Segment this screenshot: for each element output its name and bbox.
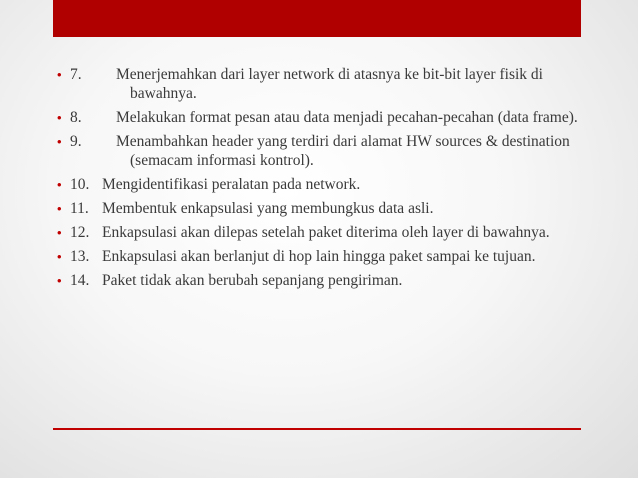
- list-item: [57, 247, 582, 266]
- list-item: [57, 271, 582, 290]
- item-text: Enkapsulasi akan berlanjut di hop lain hingga paket sampai ke tujuan.: [102, 248, 536, 265]
- item-number: 13.: [70, 248, 90, 265]
- bullet-icon: •: [57, 67, 62, 82]
- item-text: Paket tidak akan berubah sepanjang pengiriman.: [102, 272, 403, 289]
- list-item: [57, 175, 582, 194]
- bullet-icon: •: [57, 201, 62, 216]
- item-number: 7.: [70, 66, 82, 83]
- item-text: Menerjemahkan dari layer network di atasnya ke bit-bit layer fisik di bawahnya.: [116, 66, 543, 102]
- item-number: 8.: [70, 109, 82, 126]
- item-text: Mengidentifikasi peralatan pada network.: [102, 176, 361, 193]
- item-text: Melakukan format pesan atau data menjadi pecahan-pecahan (data frame).: [116, 109, 578, 126]
- item-text: Membentuk enkapsulasi yang membungkus data asli.: [102, 200, 434, 217]
- item-number: 12.: [70, 224, 90, 241]
- bottom-divider: [53, 428, 581, 430]
- item-number: 10.: [70, 176, 90, 193]
- list-item: [57, 65, 582, 103]
- bullet-icon: •: [57, 177, 62, 192]
- bullet-icon: •: [57, 225, 62, 240]
- list-item: [57, 132, 582, 170]
- item-text: Menambahkan header yang terdiri dari alamat HW sources & destination (semacam informasi kontrol).: [116, 133, 570, 169]
- bullet-icon: •: [57, 110, 62, 125]
- bullet-icon: •: [57, 134, 62, 149]
- item-number: 11.: [70, 200, 89, 217]
- list-item: [57, 199, 582, 218]
- item-text: Enkapsulasi akan dilepas setelah paket diterima oleh layer di bawahnya.: [102, 224, 550, 241]
- item-number: 9.: [70, 133, 82, 150]
- bullet-icon: •: [57, 249, 62, 264]
- top-accent-bar: [53, 0, 581, 37]
- list-item: [57, 223, 582, 242]
- item-number: 14.: [70, 272, 90, 289]
- list-item: [57, 108, 582, 127]
- bullet-list: [57, 65, 582, 295]
- bullet-icon: •: [57, 273, 62, 288]
